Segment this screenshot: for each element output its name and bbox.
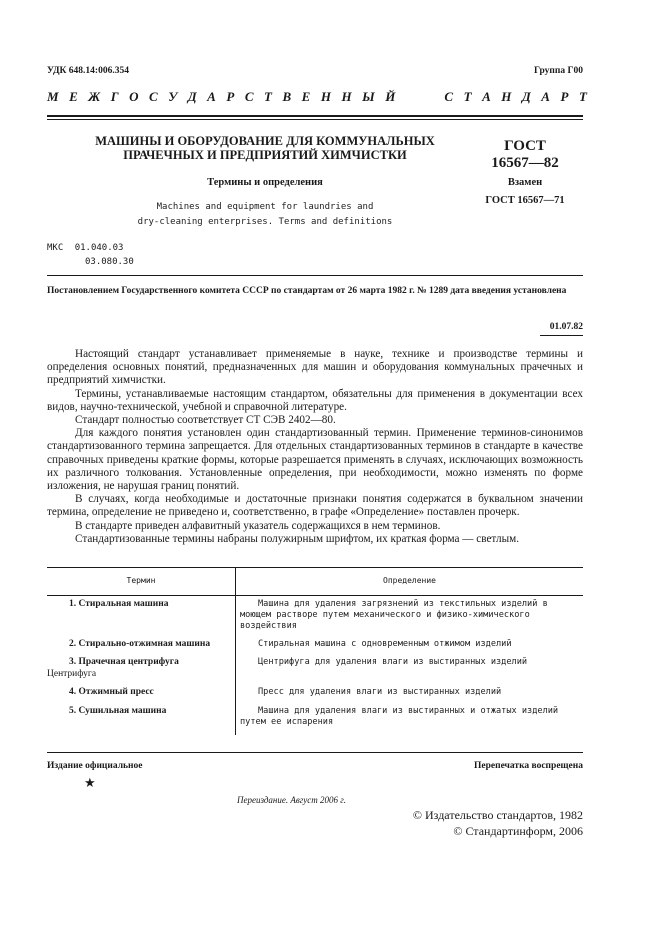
interstate-standard-heading (47, 89, 587, 105)
term-name: Стирально-отжимная машина (78, 639, 211, 649)
heading-letter: О (129, 89, 139, 104)
paragraph: Для каждого понятия установлен один стандартизованный термин. Применение терминов-синонимов стандартизованного термина запрещается. Для отдельных стандартизованных терминов в стандарте в качестве справочных приведены краткие формы, которые разрешается применять в случаях, исключающих возможность их различного толкования. Установленные определения, при необходимости, можно изменять по форме изложения, не нарушая границ понятий. (47, 427, 583, 493)
definition-cell: Пресс для удаления влаги из выстиранных изделий (258, 687, 502, 697)
paragraph: Настоящий стандарт устанавливает применяемые в науке, технике и производстве термины и определения основных понятий, предназначенных для машин и оборудования коммунальных прачечных и предприятий химчистки. (47, 348, 583, 387)
heading-letter: С (244, 89, 254, 104)
term-cell (69, 639, 244, 649)
column-header-definition: Определение (383, 576, 436, 585)
definition-cell: Машина для удаления загрязнений из текстильных изделий в моющем растворе путем механического и физико-химического воздействия (240, 599, 548, 631)
heading-letter: Ж (88, 89, 101, 104)
term-name: Прачечная центрифуга (78, 657, 179, 667)
heading-letter: Р (226, 89, 235, 104)
document-title (70, 134, 460, 162)
paragraph: Стандарт полностью соответствует СТ СЭВ 2402—80. (75, 414, 336, 427)
term-number: 3. (69, 657, 77, 667)
title-line-1: МАШИНЫ И ОБОРУДОВАНИЕ ДЛЯ КОММУНАЛЬНЫХ (95, 134, 435, 148)
table-top-rule (47, 567, 583, 568)
paragraph: В стандарте приведен алфавитный указатель содержащихся в нем терминов. (75, 519, 441, 532)
terms-table (47, 567, 583, 737)
term-name: Отжимный пресс (78, 687, 154, 697)
mks-code-1: 01.040.03 (74, 243, 124, 253)
heading-letter: Т (578, 89, 587, 104)
mks-codes (47, 241, 134, 269)
date-underline (540, 335, 583, 336)
official-edition: Издание официальное (47, 761, 143, 771)
heading-letter: Т (264, 89, 272, 104)
heading-letter: Е (69, 89, 78, 104)
heading-letter: А (541, 89, 550, 104)
header-rule-thick (47, 115, 583, 117)
heading-letter: Ы (362, 89, 375, 104)
heading-letter: Д (187, 89, 197, 104)
table-header-rule (47, 595, 583, 596)
column-header-term: Термин (126, 576, 156, 585)
paragraph: В случаях, когда необходимые и достаточные признаки понятия содержатся в буквальном значении термина, определение не приведено и, соответственно, в графе «Определение» поставлен прочерк. (47, 493, 583, 519)
document-subtitle: Термины и определения (207, 177, 323, 188)
group-code: Группа Г00 (534, 66, 583, 76)
term-number: 5. (69, 706, 77, 716)
heading-gap (406, 89, 434, 105)
replaced-standard: ГОСТ 16567—71 (485, 195, 565, 206)
term-number: 1. (69, 599, 77, 609)
heading-letter: В (282, 89, 292, 104)
copyright-publisher: © Издательство стандартов, 1982 (412, 808, 583, 822)
paragraph: Стандартизованные термины набраны полужирным шрифтом, их краткая форма — светлым. (75, 532, 520, 545)
term-number: 4. (69, 687, 77, 697)
term-short-form: Центрифуга (47, 669, 97, 679)
star-icon: ★ (84, 775, 96, 790)
effective-date: 01.07.82 (549, 322, 583, 332)
heading-letter: А (207, 89, 216, 104)
heading-letter: Г (110, 89, 119, 104)
title-line-2: ПРАЧЕЧНЫХ И ПРЕДПРИЯТИЙ ХИМЧИСТКИ (123, 148, 407, 162)
term-cell (69, 599, 229, 609)
heading-letter: Н (320, 89, 331, 104)
paragraph: Термины, устанавливаемые настоящим стандартом, обязательны для применения в документации всех видов, научно-технической, учебной и справочной литературе. (47, 387, 583, 413)
definition-cell: Машина для удаления влаги из выстиранных и отжатых изделий путем ее испарения (240, 706, 559, 727)
footer-rule (47, 752, 583, 753)
heading-letter: Е (301, 89, 311, 104)
mks-rule (47, 275, 583, 276)
term-name: Стиральная машина (78, 599, 169, 609)
replaces-label: Взамен (507, 177, 543, 188)
resolution-text: Постановлением Государственного комитета СССР по стандартам от 26 марта 1982 г. № 1289 дата введения установлена (47, 286, 567, 296)
heading-letter: С (149, 89, 158, 104)
heading-letter: У (168, 89, 178, 104)
heading-letter: А (482, 89, 491, 104)
heading-letter: М (47, 89, 59, 104)
reprint-prohibited: Перепечатка воспрещена (473, 761, 583, 771)
term-name: Сушильная машина (78, 706, 167, 716)
heading-letter: Н (501, 89, 512, 104)
body-text (47, 348, 583, 546)
english-title (120, 200, 410, 230)
heading-letter: Н (341, 89, 352, 104)
english-title-line-1: Machines and equipment for laundries and (156, 202, 374, 212)
definition-cell: Стиральная машина с одновременным отжимом изделий (258, 639, 512, 649)
mks-code-2: 03.080.30 (85, 257, 134, 267)
header-rule-thin (47, 119, 583, 120)
term-number: 2. (69, 639, 77, 649)
copyright-standartinform: © Стандартинформ, 2006 (453, 824, 583, 838)
udk-code: УДК 648.14:006.354 (47, 66, 129, 76)
reissue-note: Переиздание. Август 2006 г. (237, 795, 346, 805)
english-title-line-2: dry-cleaning enterprises. Terms and definitions (137, 217, 393, 227)
definition-cell: Центрифуга для удаления влаги из выстиранных изделий (258, 657, 528, 667)
heading-letter: Р (560, 89, 569, 104)
heading-letter: Д (521, 89, 531, 104)
heading-letter: С (444, 89, 454, 104)
table-column-divider (235, 567, 236, 735)
gost-label: ГОСТ (504, 138, 546, 154)
heading-letter: Т (463, 89, 472, 104)
term-cell (69, 687, 229, 697)
heading-letter: Й (385, 89, 396, 104)
gost-number: 16567—82 (491, 155, 559, 171)
mks-label: МКС (47, 243, 64, 253)
term-cell (69, 706, 229, 716)
term-cell (69, 657, 229, 667)
